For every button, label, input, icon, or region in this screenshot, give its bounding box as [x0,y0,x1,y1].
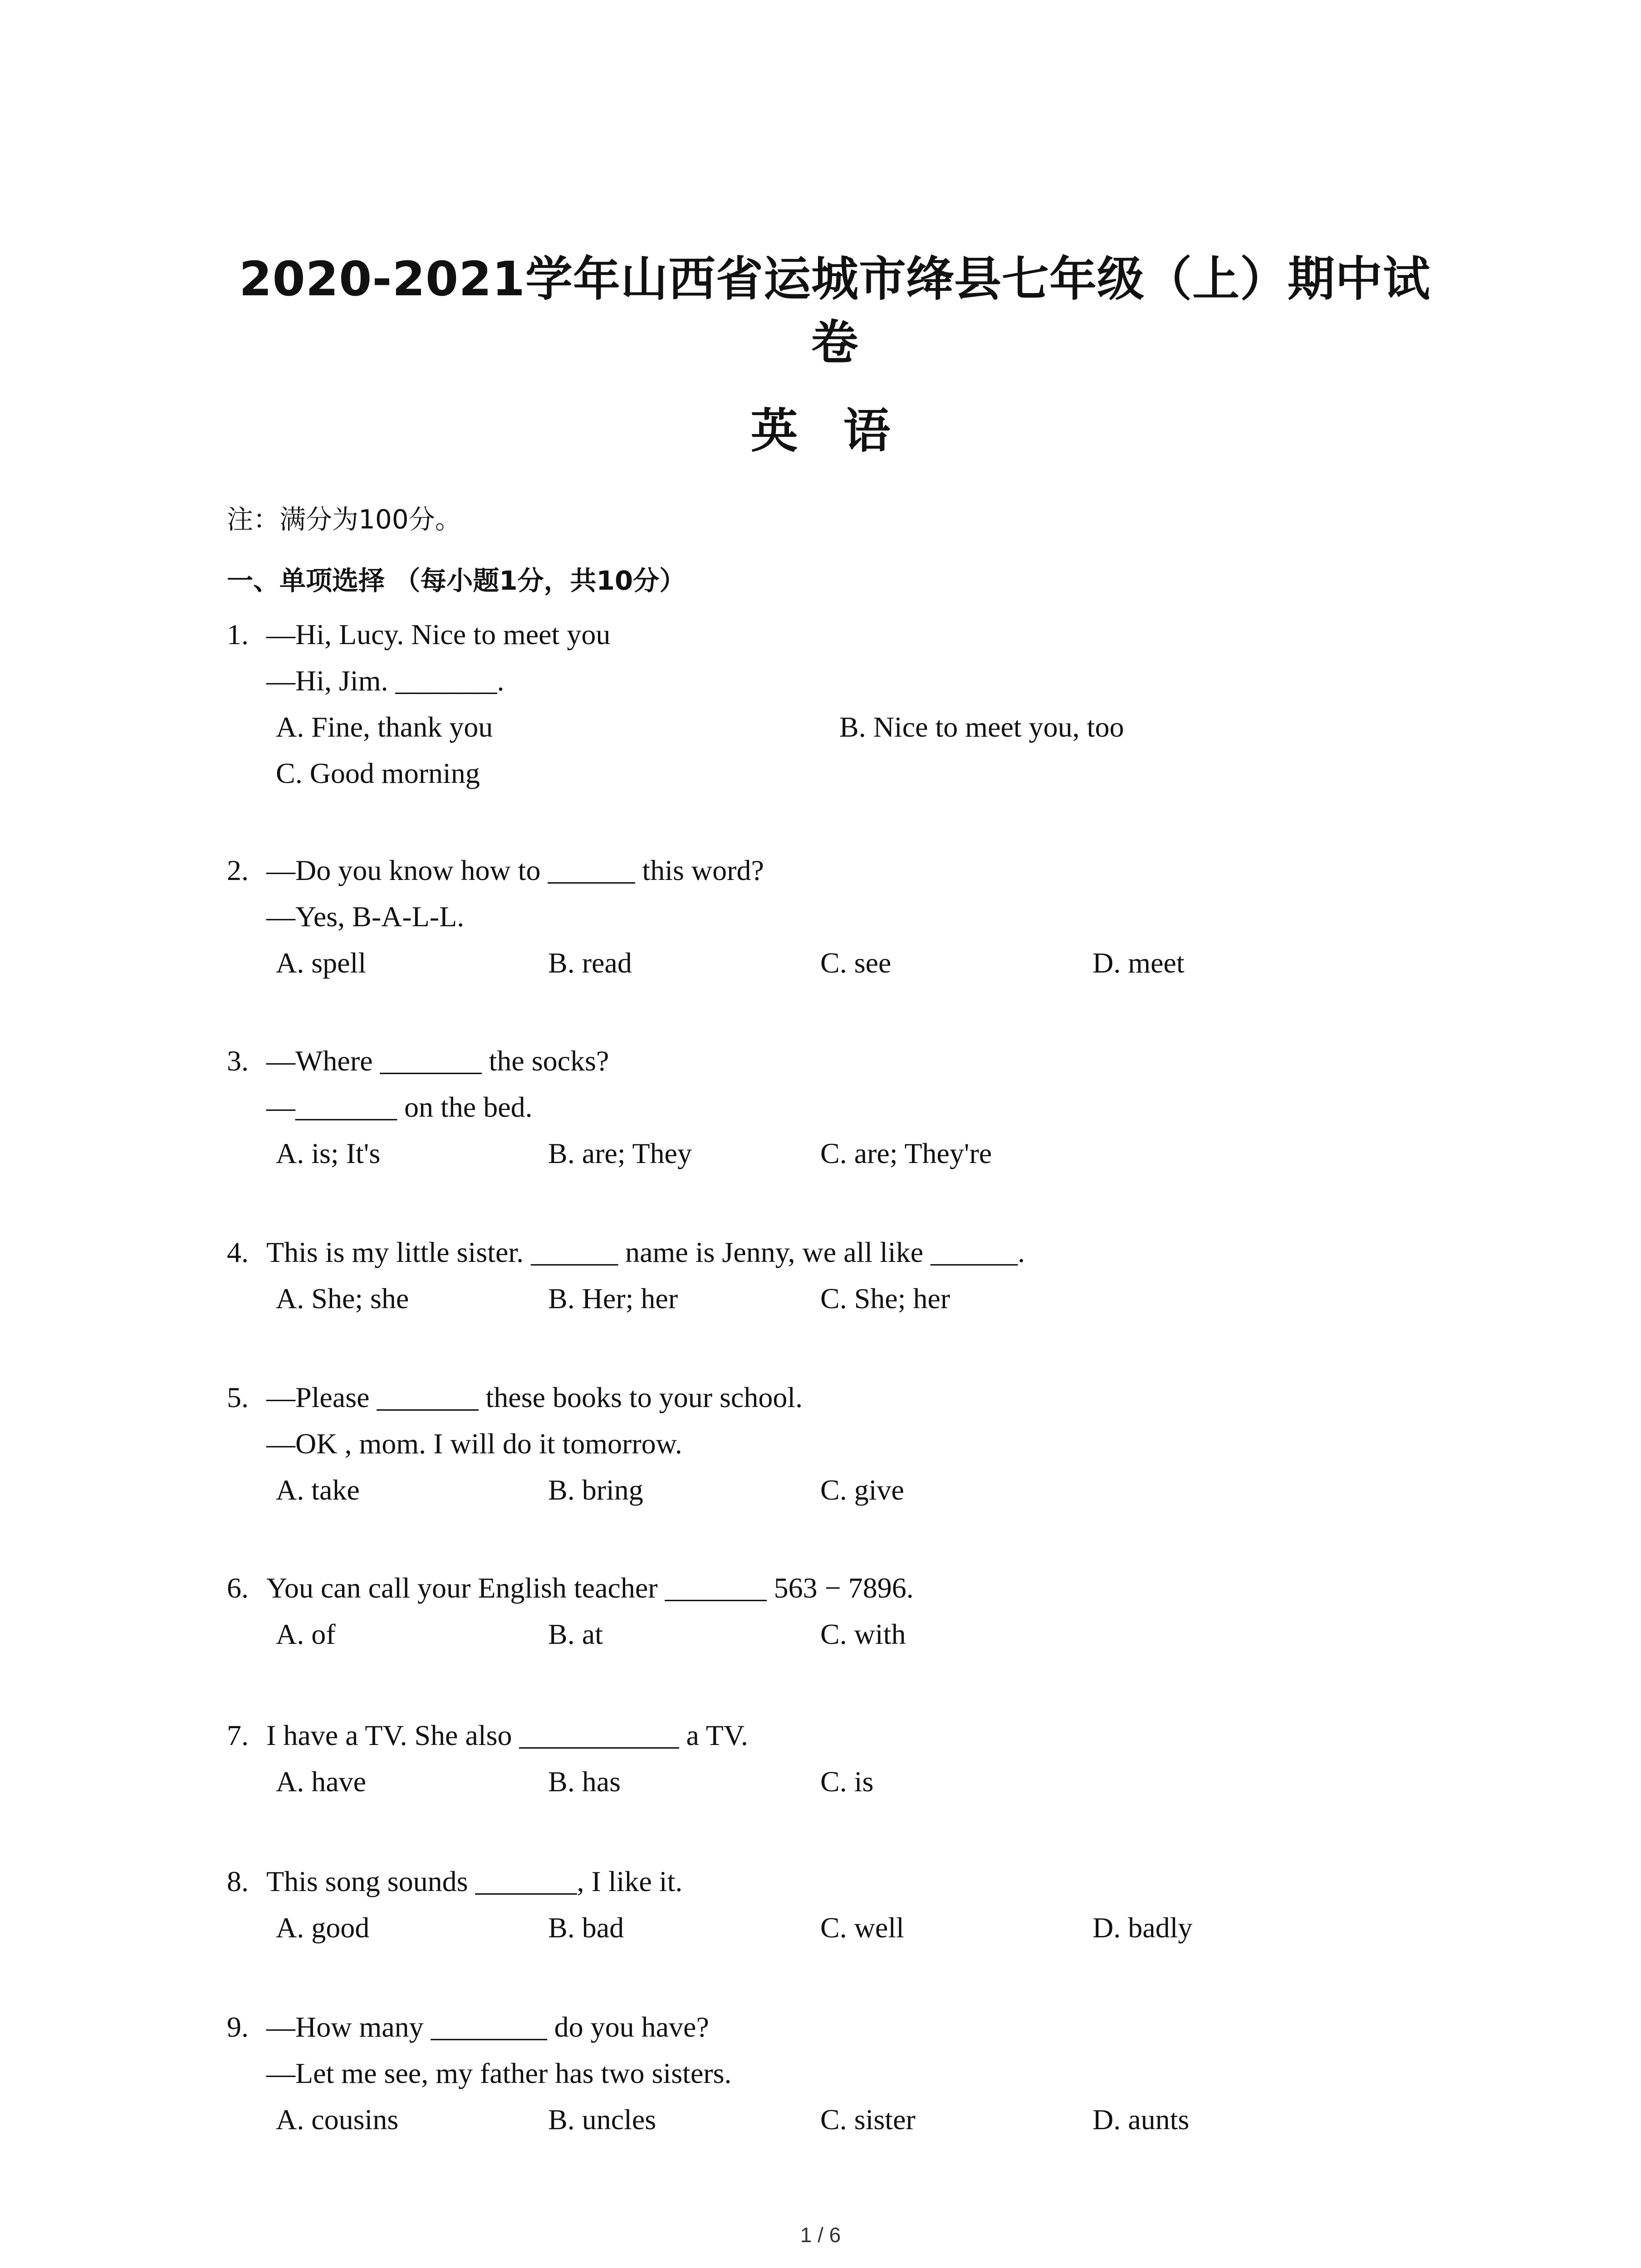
question-4 [227,1229,1429,1322]
option-d: D. badly [1092,1911,1193,1944]
question-line [227,1084,1429,1130]
option-b: B. read [548,947,632,979]
option-row [227,1905,1429,1951]
option-b: B. uncles [548,2103,656,2136]
question-line [227,611,1429,658]
question-3 [227,1038,1429,1177]
option-a: A. good [276,1911,370,1944]
option-row [227,1467,1429,1513]
question-number: 8. [227,1865,249,1897]
option-a: A. take [276,1474,360,1506]
question-line [227,894,1429,940]
question-line [227,847,1429,894]
question-1 [227,611,1429,797]
option-c: C. are; They're [820,1137,992,1169]
option-d: D. meet [1092,947,1185,979]
question-number: 3. [227,1045,249,1077]
question-line [227,1038,1429,1084]
score-note: 注：满分为100分。 [227,504,461,535]
question-text: This is my little sister. ______ name is Jenny, we all like ______. [266,1236,1025,1268]
option-a: A. spell [276,947,367,979]
question-text: —How many ________ do you have? [266,2011,709,2043]
option-a: A. She; she [276,1282,409,1315]
option-d: D. aunts [1092,2103,1190,2136]
option-c: C. well [820,1911,904,1944]
question-7 [227,1712,1429,1805]
option-a: A. Fine, thank you [276,711,493,743]
option-b: B. has [548,1765,621,1798]
option-c: C. Good morning [276,757,480,789]
question-text: —Hi, Lucy. Nice to meet you [266,618,611,650]
question-line [227,2004,1429,2050]
option-c: C. sister [820,2103,916,2136]
question-2 [227,847,1429,986]
question-line [227,1421,1429,1467]
question-number: 7. [227,1719,249,1751]
question-number: 5. [227,1381,249,1413]
question-text: You can call your English teacher _______ 563 − 7896. [266,1572,914,1604]
question-text: —OK , mom. I will do it tomorrow. [266,1427,682,1460]
question-9 [227,2004,1429,2143]
question-line [227,1565,1429,1611]
option-c: C. is [820,1765,874,1798]
question-text: This song sounds _______, I like it. [266,1865,683,1897]
option-row [227,1611,1429,1657]
question-number: 2. [227,854,249,886]
question-text: —Where _______ the socks? [266,1045,609,1077]
option-c: C. She; her [820,1282,950,1315]
option-b: B. are; They [548,1137,692,1169]
option-row [227,1759,1429,1805]
question-text: —Let me see, my father has two sisters. [266,2057,732,2089]
question-text: —_______ on the bed. [266,1091,533,1123]
exam-title: 2020-2021学年山西省运城市绛县七年级（上）期中试卷 [239,251,1431,370]
section-heading: 一、单项选择 （每小题1分，共10分） [227,565,686,596]
page-number: 1 / 6 [800,2223,841,2247]
option-b: B. bring [548,1474,643,1506]
question-line [227,1858,1429,1905]
option-b: B. Her; her [548,1282,678,1315]
question-text: —Do you know how to ______ this word? [266,854,764,886]
question-5 [227,1374,1429,1513]
option-b: B. Nice to meet you, too [839,711,1124,743]
option-row [227,704,1429,750]
question-text: I have a TV. She also ___________ a TV. [266,1719,748,1751]
question-line [227,1229,1429,1276]
question-line [227,658,1429,704]
question-number: 6. [227,1572,249,1604]
question-text: —Hi, Jim. _______. [266,665,505,697]
option-row [227,1276,1429,1322]
question-line [227,1712,1429,1759]
option-a: A. cousins [276,2103,399,2136]
option-c: C. with [820,1618,906,1650]
option-b: B. at [548,1618,603,1650]
question-number: 9. [227,2011,249,2043]
option-a: A. of [276,1618,336,1650]
option-b: B. bad [548,1911,624,1944]
question-number: 4. [227,1236,249,1268]
question-number: 1. [227,618,249,650]
option-row [227,750,1429,797]
option-row [227,2097,1429,2143]
question-8 [227,1858,1429,1951]
question-text: —Please _______ these books to your school. [266,1381,803,1413]
option-c: C. give [820,1474,904,1506]
question-line [227,2050,1429,2097]
subject-title: 英语 [750,403,936,459]
option-a: A. have [276,1765,367,1798]
option-row [227,1130,1429,1177]
question-6 [227,1565,1429,1657]
question-line [227,1374,1429,1421]
option-row [227,940,1429,986]
question-text: —Yes, B-A-L-L. [266,900,465,933]
option-c: C. see [820,947,892,979]
option-a: A. is; It's [276,1137,381,1169]
